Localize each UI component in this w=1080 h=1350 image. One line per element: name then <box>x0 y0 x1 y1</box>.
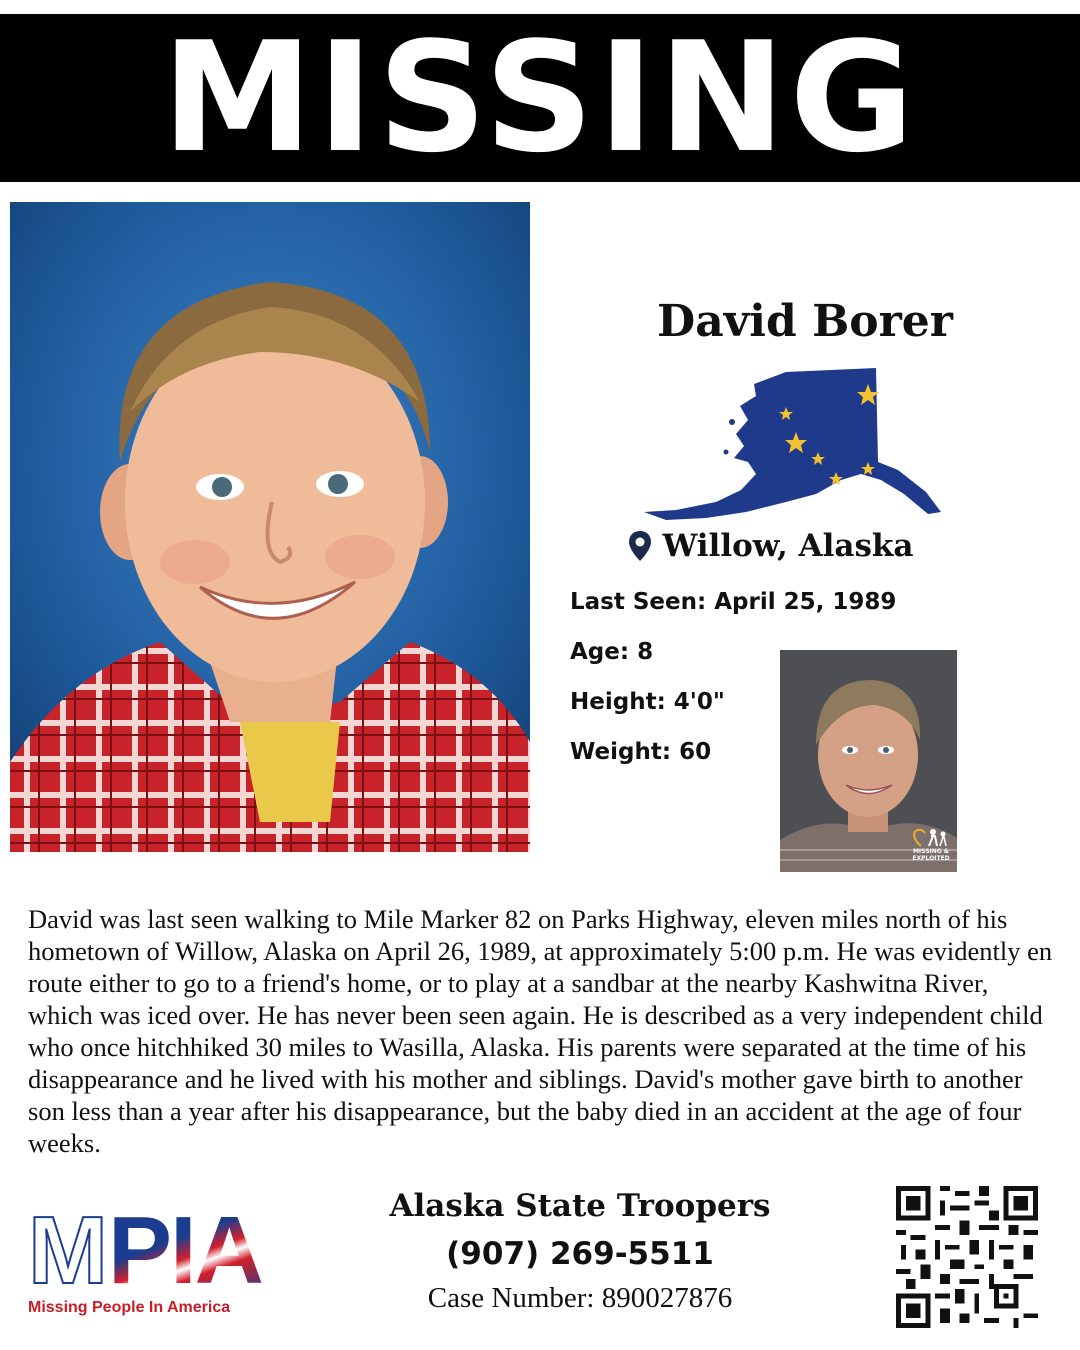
fact-label: Height: <box>570 689 666 715</box>
alaska-map-icon <box>636 362 946 522</box>
location-text: Willow, Alaska <box>662 528 914 564</box>
mpia-logo-pia: PIA <box>107 1197 262 1304</box>
location-pin-icon <box>627 529 653 563</box>
fact-value: 4'0" <box>673 689 725 715</box>
fact-value: April 25, 1989 <box>714 589 897 615</box>
age-progressed-photo <box>780 650 957 872</box>
agency-phone: (907) 269-5511 <box>446 1236 714 1272</box>
fact-value: 8 <box>637 639 654 665</box>
agency-name: Alaska State Troopers <box>389 1188 771 1224</box>
qr-code-icon <box>896 1186 1038 1328</box>
fact-value: 60 <box>679 739 712 765</box>
fact-label: Age: <box>570 639 630 665</box>
case-description: David was last seen walking to Mile Marker 82 on Parks Highway, eleven miles north of his hometown of Willow, Alaska on April 26, 1989, at approximately 5:00 p.m. He was evidently en route either to go to a friend's home, or to play at a sandbar at the nearby Kashwitna River, which was iced over. He has never been seen again. He is described as a very independent child who once hitchhiked 30 miles to Wasilla, Alaska. His parents were separated at the time of his disappearance and he lived with his mother and siblings. David's mother gave birth to another son less than a year after his disappearance, but the baby died in an accident at the age of four weeks. <box>28 904 1053 1158</box>
ncmec-logo-text: MISSING & EXPLOITED <box>912 848 950 862</box>
fact-label: Last Seen: <box>570 589 707 615</box>
case-number: Case Number: 890027876 <box>427 1282 733 1314</box>
fact-last-seen <box>570 586 896 636</box>
banner-title: MISSING <box>161 9 919 186</box>
ncmec-heart-icon <box>909 826 953 848</box>
mpia-logo <box>28 1197 278 1323</box>
location-line <box>560 528 980 564</box>
main-photo <box>10 202 530 852</box>
person-name: David Borer <box>657 296 953 347</box>
mpia-logo-m: M <box>28 1197 108 1304</box>
missing-banner <box>0 9 1080 186</box>
fact-label: Weight: <box>570 739 672 765</box>
mpia-tagline: Missing People In America <box>28 1299 231 1316</box>
ncmec-logo <box>909 826 953 866</box>
